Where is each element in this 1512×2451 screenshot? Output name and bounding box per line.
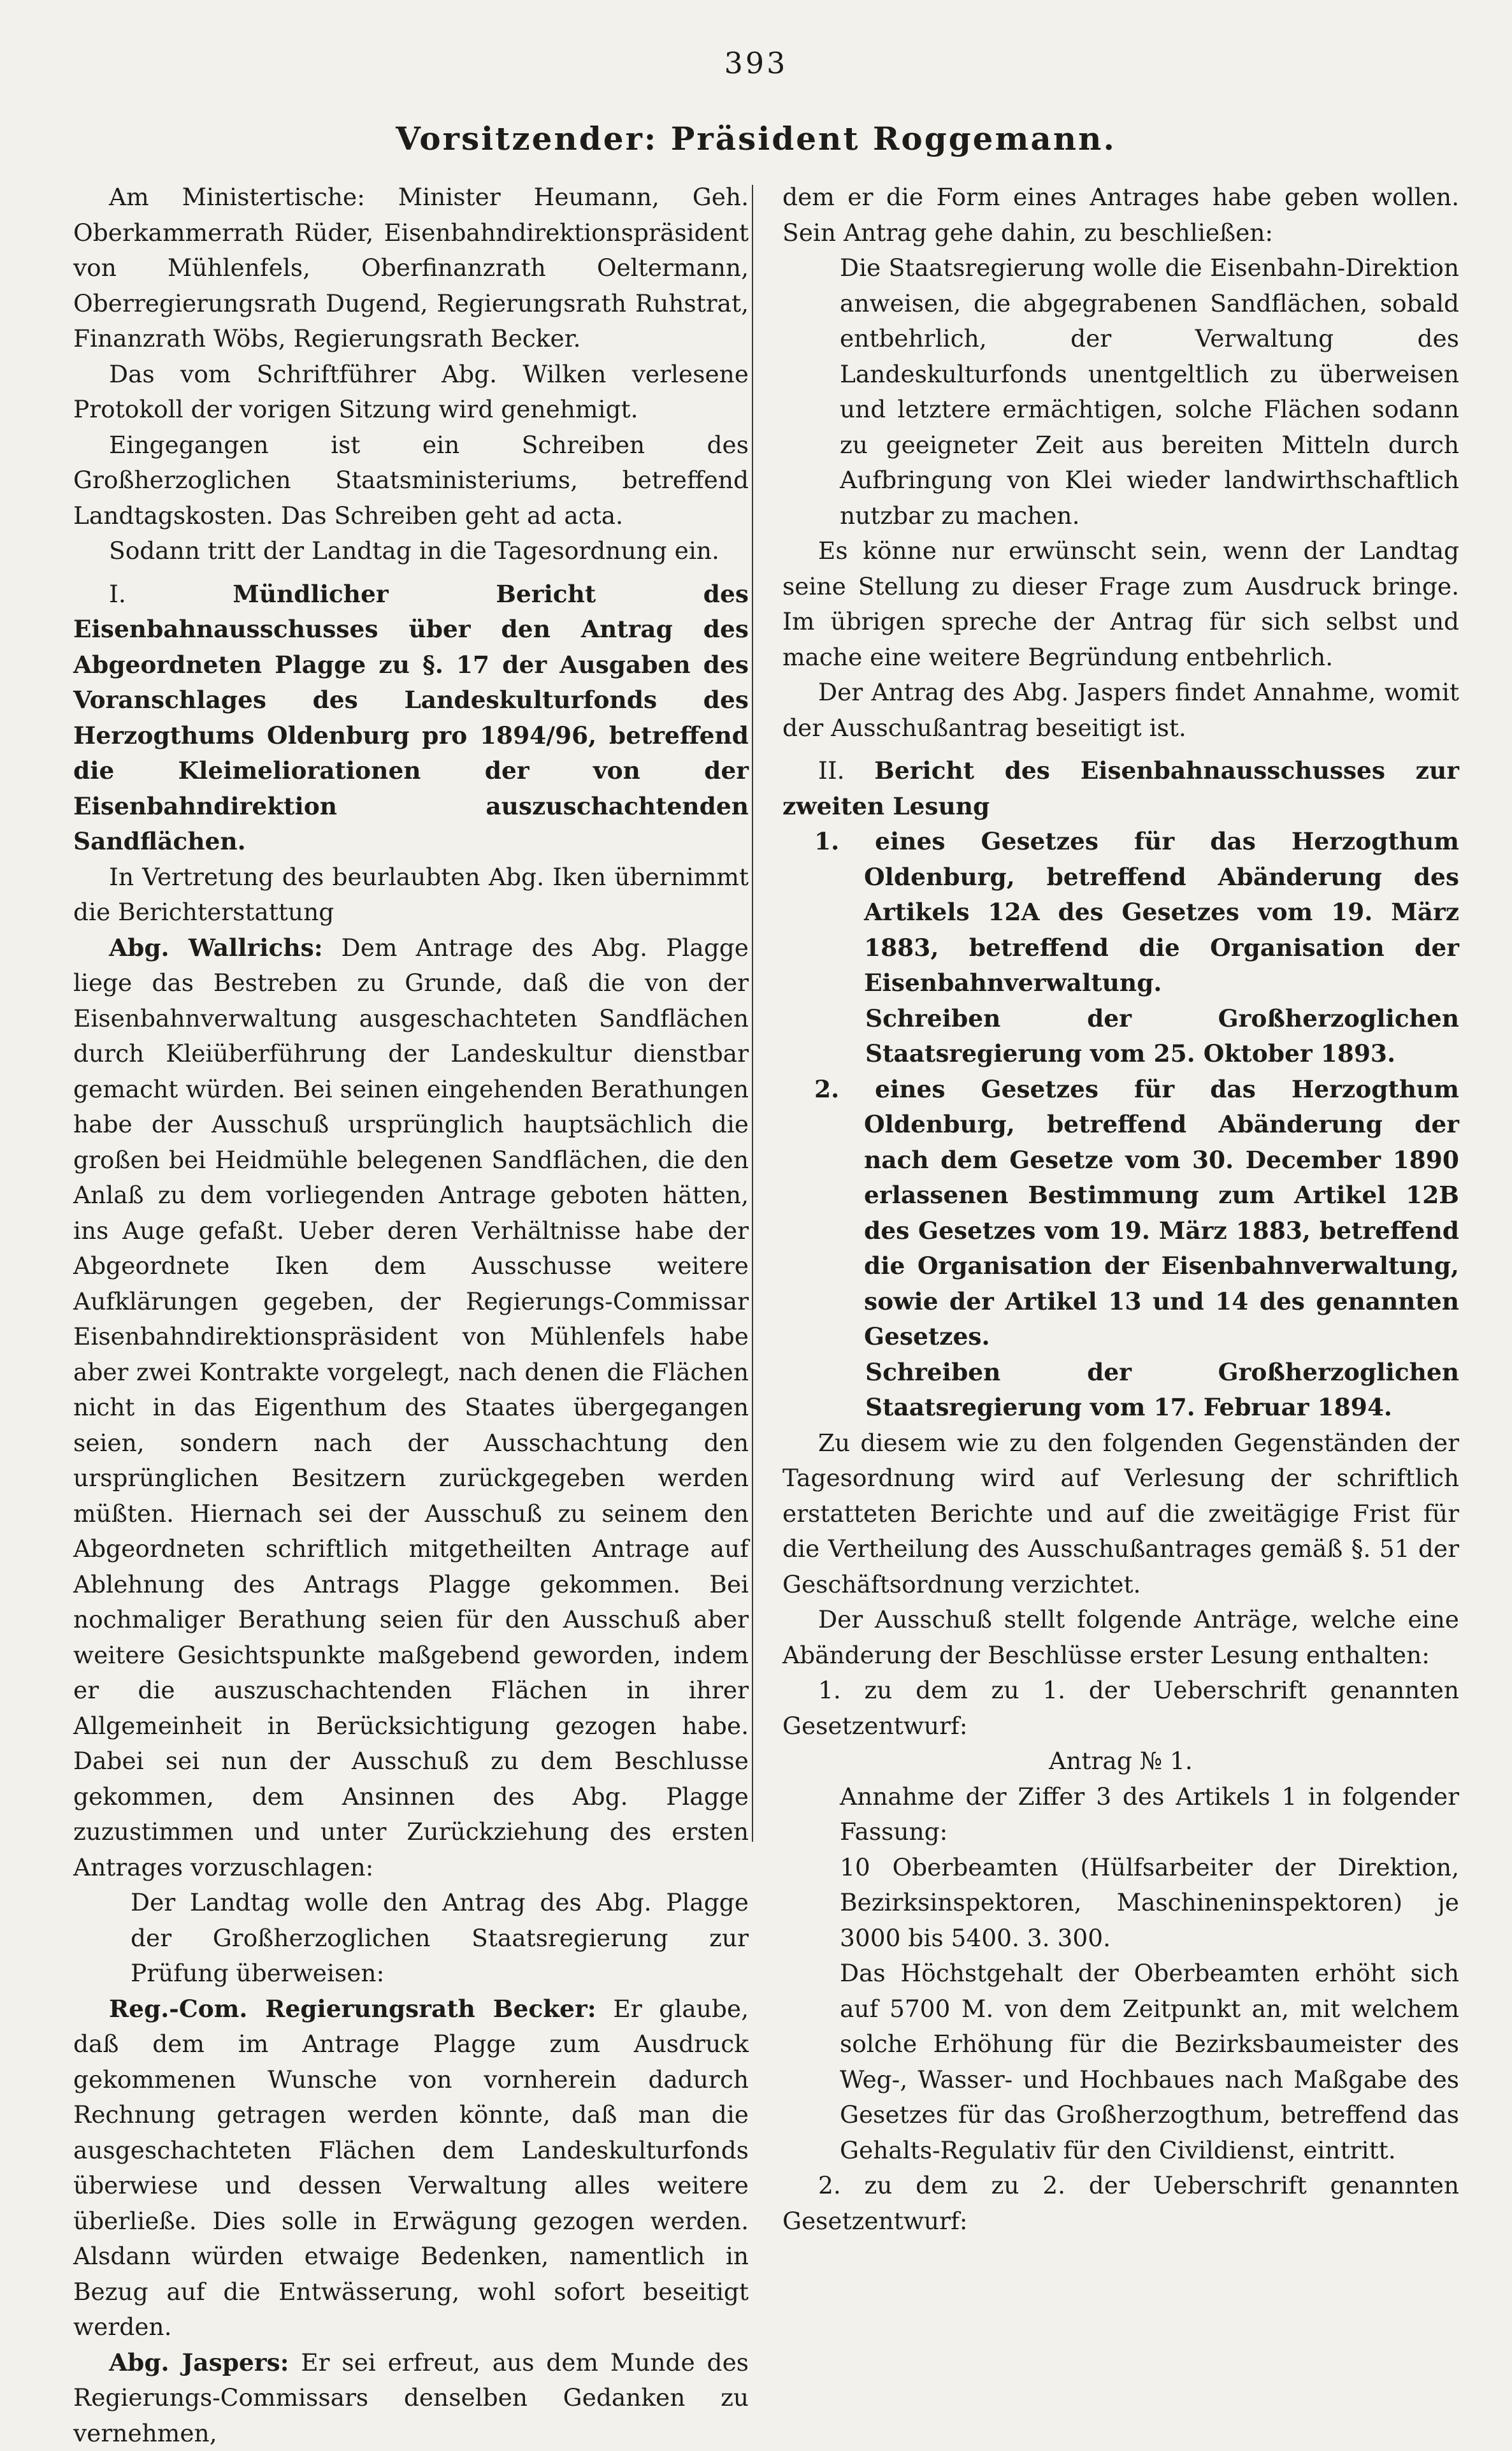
- item2-sub2: 2. eines Gesetzes für das Herzogthum Oldenburg, betreffend Abänderung der nach dem Gesetze vom 30. December 1890 erlassenen Bestimmung zum Artikel 12B des Gesetzes vom 19. März 1883, betreffend die Organisation der Eisenbahnverwaltung, sowie der Artikel 13 und 14 des genannten Gesetzes.: [814, 1072, 1459, 1355]
- agenda-paragraph: Sodann tritt der Landtag in die Tagesordnung ein.: [73, 533, 749, 569]
- page-number: 393: [0, 46, 1512, 80]
- wallrichs-motion: Der Landtag wolle den Antrag des Abg. Plagge der Großherzoglichen Staatsregierung zur Prüfung überweisen:: [131, 1885, 749, 1992]
- item1-number: I.: [109, 580, 126, 608]
- wallrichs-text: Dem Antrage des Abg. Plagge liege das Bestreben zu Grunde, daß die von der Eisenbahnverwaltung ausgeschachteten Sandflächen durch Kleiüberführung der Landeskultur dienstbar gemacht würden. Bei seinen eingehenden Berathungen habe der Ausschuß ursprünglich hauptsächlich die großen bei Heidmühle belegenen Sandflächen, die den Anlaß zu dem vorliegenden Antrage geboten hätten, ins Auge gefaßt. Ueber deren Verhältnisse habe der Abgeordnete Iken dem Ausschusse weitere Aufklärungen gegeben, der Regierungs-Commissar Eisenbahndirektionspräsident von Mühlenfels habe aber zwei Kontrakte vorgelegt, nach denen die Flächen nicht in das Eigenthum des Staates übergegangen seien, sondern nach der Ausschachtung den ursprünglichen Besitzern zurückgegeben werden müßten. Hiernach sei der Ausschuß zu seinem den Abgeordneten schriftlich mitgetheilten Antrage auf Ablehnung des Antrags Plagge gekommen. Bei nochmaliger Berathung seien für den Ausschuß aber weitere Gesichtspunkte maßgebend geworden, indem er die auszuschachtenden Flächen in ihrer Allgemeinheit in Berücksichtigung gezogen habe. Dabei sei nun der Ausschuß zu dem Beschlusse gekommen, dem Ansinnen des Abg. Plagge zuzustimmen und unter Zurückziehung des ersten Antrages vorzuschlagen:: [73, 934, 749, 1881]
- item1-heading-text: Mündlicher Bericht des Eisenbahnausschusses über den Antrag des Abgeordneten Plagge zu §. 17 der Ausgaben des Voranschlages des Landeskulturfonds des Herzogthums Oldenburg pro 1894/96, betreffend die Kleimeliorationen der von der Eisenbahndirektion auszuschachtenden Sandflächen.: [73, 580, 749, 856]
- speaker-becker: Reg.-Com. Regierungsrath Becker:: [109, 1995, 596, 2023]
- waiver-paragraph: Zu diesem wie zu den folgenden Gegenständen der Tagesordnung wird auf Verlesung der schriftlich erstatteten Berichte und auf die zweitägige Frist für die Vertheilung des Ausschußantrages gemäß §. 51 der Geschäftsordnung verzichtet.: [782, 1426, 1459, 1603]
- jaspers-paragraph: [73, 2345, 749, 2451]
- wallrichs-paragraph: [73, 930, 749, 1886]
- letter-paragraph: Eingegangen ist ein Schreiben des Großherzoglichen Staatsministeriums, betreffend Landtagskosten. Das Schreiben geht ad acta.: [73, 428, 749, 534]
- committee-paragraph: Der Ausschuß stellt folgende Anträge, welche eine Abänderung der Beschlüsse erster Lesung enthalten:: [782, 1602, 1459, 1673]
- point2-paragraph: 2. zu dem zu 2. der Ueberschrift genannten Gesetzentwurf:: [782, 2168, 1459, 2239]
- item2-sub1-letter: Schreiben der Großherzoglichen Staatsregierung vom 25. Oktober 1893.: [865, 1001, 1459, 1072]
- protocol-paragraph: Das vom Schriftführer Abg. Wilken verlesene Protokoll der vorigen Sitzung wird genehmigt.: [73, 357, 749, 428]
- item1-heading: [73, 577, 749, 860]
- ministers-paragraph: Am Ministertische: Minister Heumann, Geh. Oberkammerrath Rüder, Eisenbahndirektionspräsident von Mühlenfels, Oberfinanzrath Oeltermann, Oberregierungsrath Dugend, Regierungsrath Ruhstrat, Finanzrath Wöbs, Regierungsrath Becker.: [73, 180, 749, 357]
- antrag1-title: Antrag № 1.: [782, 1744, 1459, 1779]
- becker-paragraph: [73, 1992, 749, 2345]
- page-title: Vorsitzender: Präsident Roggemann.: [0, 120, 1512, 157]
- item2-sub1: 1. eines Gesetzes für das Herzogthum Oldenburg, betreffend Abänderung des Artikels 12A des Gesetzes vom 19. März 1883, betreffend die Organisation der Eisenbahnverwaltung.: [814, 824, 1459, 1001]
- jaspers-conclusion: Es könne nur erwünscht sein, wenn der Landtag seine Stellung zu dieser Frage zum Ausdruck bringe. Im übrigen spreche der Antrag für sich selbst und mache eine weitere Begründung entbehrlich.: [782, 533, 1459, 675]
- item2-heading: [782, 753, 1459, 824]
- item2-sub2-letter: Schreiben der Großherzoglichen Staatsregierung vom 17. Februar 1894.: [865, 1355, 1459, 1426]
- speaker-jaspers: Abg. Jaspers:: [109, 2348, 289, 2376]
- jaspers-continuation: dem er die Form eines Antrages habe geben wollen. Sein Antrag gehe dahin, zu beschließen:: [782, 180, 1459, 250]
- rapporteur-paragraph: In Vertretung des beurlaubten Abg. Iken übernimmt die Berichterstattung: [73, 860, 749, 930]
- salary-paragraph: Das Höchstgehalt der Oberbeamten erhöht sich auf 5700 M. von dem Zeitpunkt an, mit welchem solche Erhöhung für die Bezirksbaumeister des Weg-, Wasser- und Hochbaues nach Maßgabe des Gesetzes für das Großherzogthum, betreffend das Gehalts-Regulativ für den Civildienst, eintritt.: [840, 1956, 1459, 2168]
- left-column: [73, 180, 749, 2451]
- point1-paragraph: 1. zu dem zu 1. der Ueberschrift genannten Gesetzentwurf:: [782, 1673, 1459, 1744]
- jaspers-motion: Die Staatsregierung wolle die Eisenbahn-Direktion anweisen, die abgegrabenen Sandflächen, sobald entbehrlich, der Verwaltung des Landeskulturfonds unentgeltlich zu überweisen und letztere ermächtigen, solche Flächen sodann zu geeigneter Zeit aus bereiten Mitteln durch Aufbringung von Klei wieder landwirthschaftlich nutzbar zu machen.: [840, 250, 1459, 533]
- jaspers-text: Er sei erfreut, aus dem Munde des Regierungs-Commissars denselben Gedanken zu vernehmen,: [73, 2348, 749, 2447]
- vote-result: Der Antrag des Abg. Jaspers findet Annahme, womit der Ausschußantrag beseitigt ist.: [782, 675, 1459, 746]
- antrag1-text: Annahme der Ziffer 3 des Artikels 1 in folgender Fassung:: [840, 1779, 1459, 1850]
- speaker-wallrichs: Abg. Wallrichs:: [109, 934, 323, 962]
- right-column: [782, 180, 1459, 2239]
- item2-heading-text: Bericht des Eisenbahnausschusses zur zweiten Lesung: [782, 756, 1459, 820]
- column-divider: [752, 185, 753, 1842]
- item2-number: II.: [818, 756, 845, 784]
- becker-text: Er glaube, daß dem im Antrage Plagge zum Ausdruck gekommenen Wunsche von vornherein dadurch Rechnung getragen werden könnte, daß man die ausgeschachteten Flächen dem Landeskulturfonds überwiese und dessen Verwaltung alles weitere überließe. Dies solle in Erwägung gezogen werden. Alsdann würden etwaige Bedenken, namentlich in Bezug auf die Entwässerung, wohl sofort beseitigt werden.: [73, 1995, 749, 2341]
- antrag1-detail: 10 Oberbeamten (Hülfsarbeiter der Direktion, Bezirksinspektoren, Maschineninspektoren) je 3000 bis 5400. 3. 300.: [840, 1850, 1459, 1956]
